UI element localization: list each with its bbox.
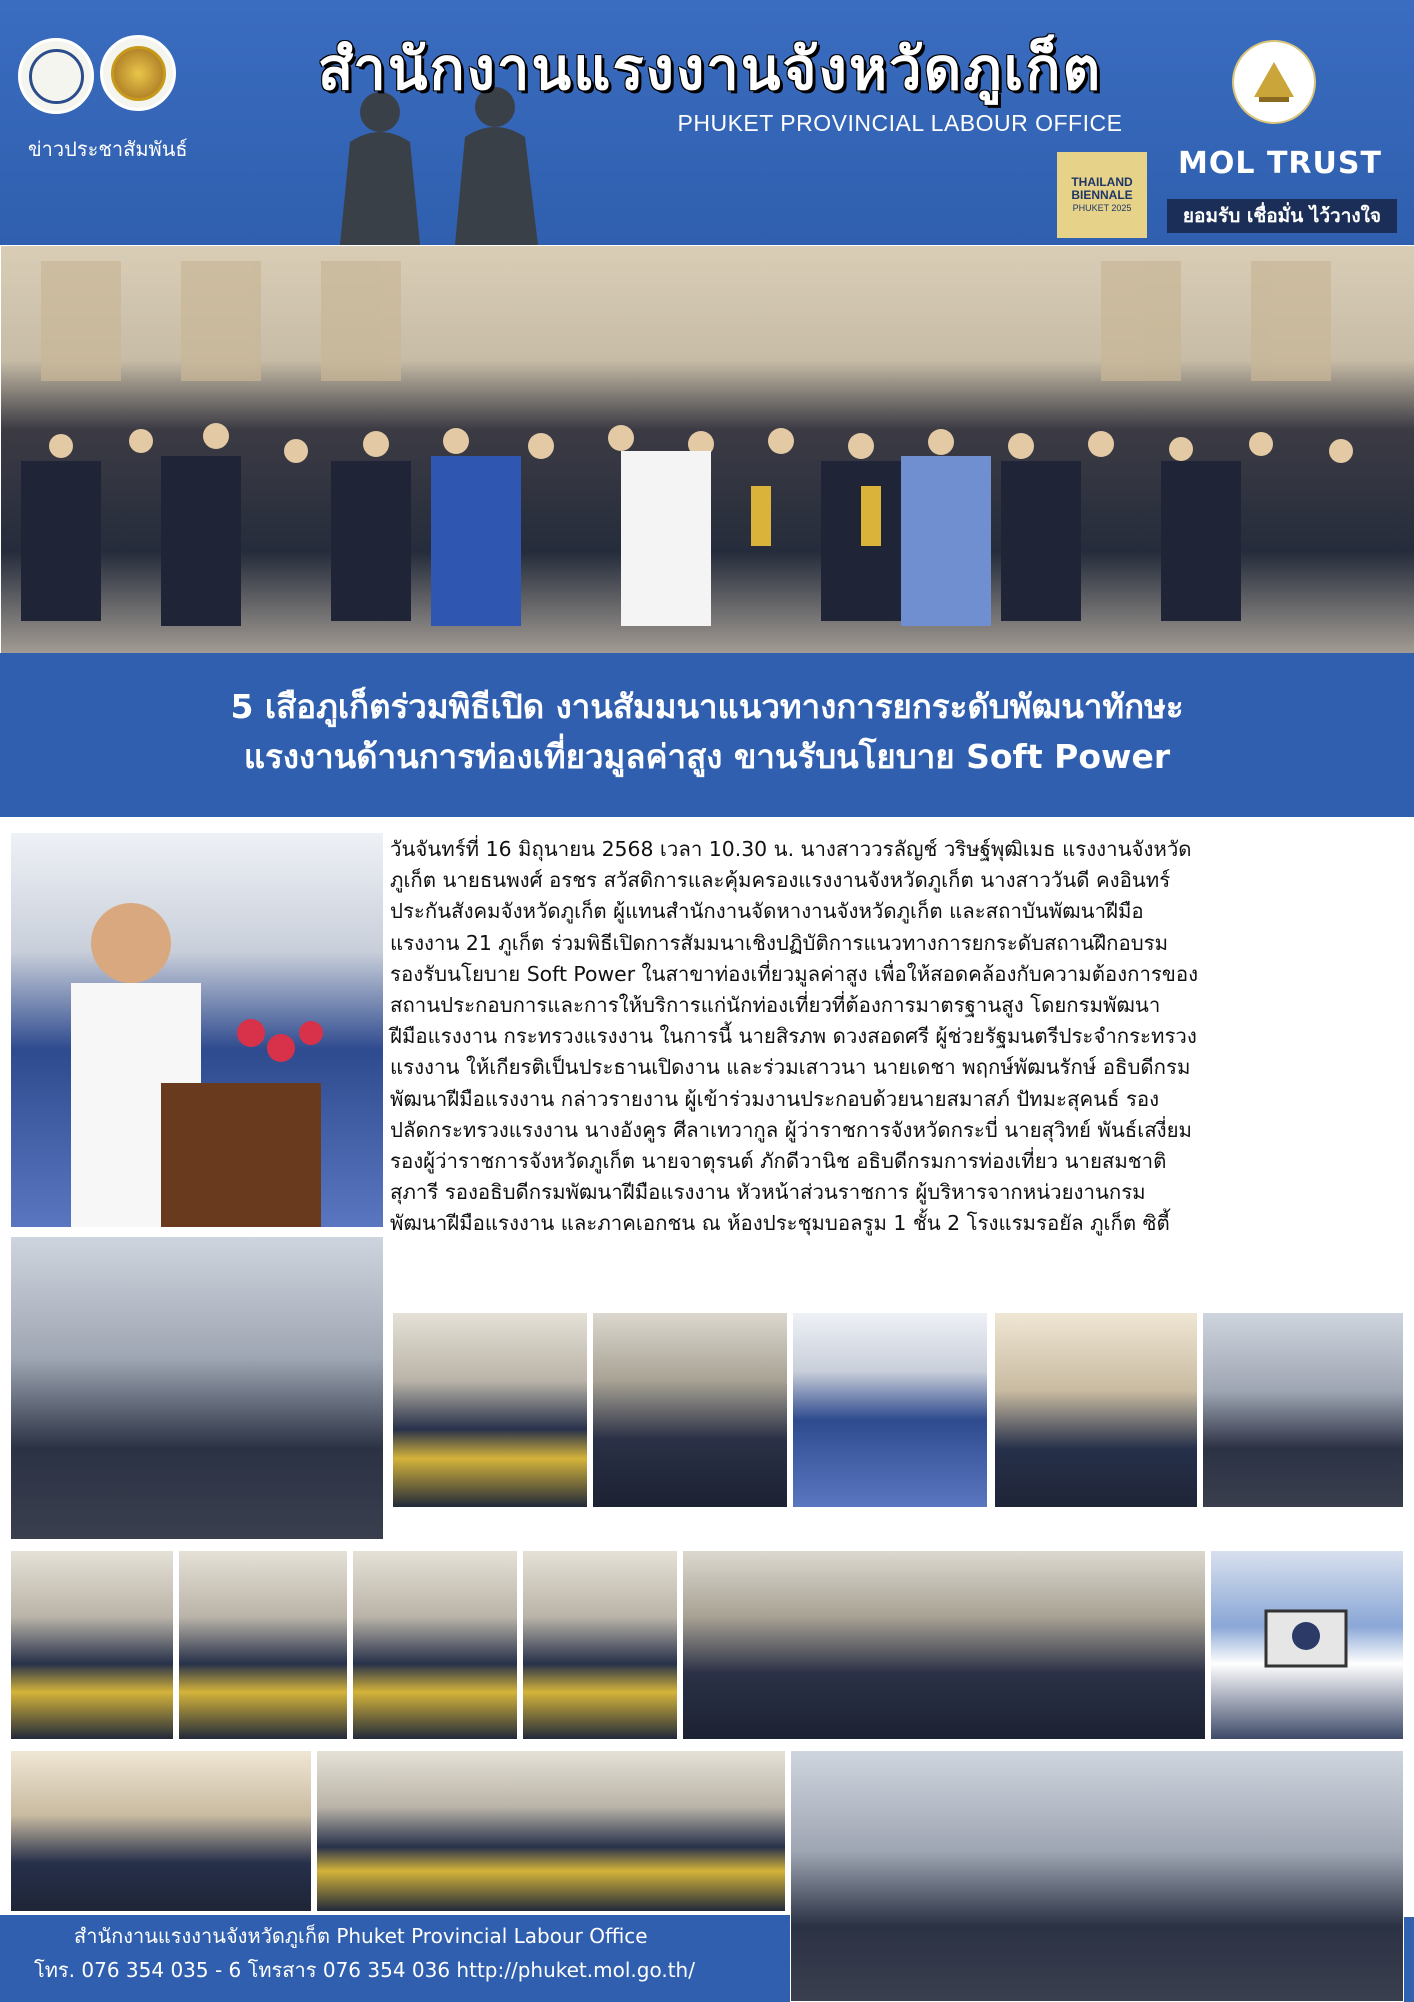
official-photo-5 bbox=[1202, 1312, 1404, 1508]
biennale-line1: THAILAND bbox=[1071, 174, 1133, 189]
article-body bbox=[390, 834, 1395, 1240]
official-photo-3 bbox=[792, 1312, 988, 1508]
footer-contact: โทร. 076 354 035 - 6 โทรสาร 076 354 036 http://phuket.mol.go.th/ bbox=[34, 1958, 695, 1982]
biennale-line3: PHUKET 2025 bbox=[1072, 202, 1132, 213]
mol-trust-heading: MOL TRUST bbox=[1178, 146, 1382, 181]
headline-line-2: แรงงานด้านการท่องเที่ยวมูลค่าสูง ขานรับนโยบาย Soft Power bbox=[243, 737, 1171, 776]
seated-officials-photo bbox=[10, 1236, 384, 1540]
article-line: รองรับนโยบาย Soft Power ในสาขาท่องเที่ยวมูลค่าสูง เพื่อให้สอดคล้องกับความต้องการของ bbox=[390, 961, 1199, 986]
article-line: ภูเก็ต นายธนพงศ์ อรชร สวัสดิการและคุ้มครองแรงงานจังหวัดภูเก็ต นางสาววันดี คงอินทร์ bbox=[390, 868, 1171, 893]
ministry-seal-icon bbox=[18, 38, 94, 114]
biennale-line2: BIENNALE bbox=[1071, 187, 1133, 202]
article-line: แรงงาน 21 ภูเก็ต ร่วมพิธีเปิดการสัมมนาเชิงปฏิบัติการแนวทางการยกระดับสถานฝึกอบรม bbox=[390, 930, 1169, 955]
award-presentation-photo bbox=[1210, 1550, 1404, 1740]
mol-logo-icon bbox=[1232, 40, 1316, 124]
article-line: พัฒนาฝีมือแรงงาน กล่าวรายงาน ผู้เข้าร่วมงานประกอบด้วยนายสมาสภ์ ปัทมะสุคนธ์ รอง bbox=[390, 1086, 1160, 1111]
office-title-english: PHUKET PROVINCIAL LABOUR OFFICE bbox=[677, 110, 1123, 136]
article-line: สถานประกอบการและการให้บริการแก่นักท่องเที่ยวที่ต้องการมาตรฐานสูง โดยกรมพัฒนา bbox=[390, 993, 1161, 1018]
official-photo-2 bbox=[592, 1312, 788, 1508]
article-line: สุภารี รองอธิบดีกรมพัฒนาฝีมือแรงงาน หัวหน้าส่วนราชการ ผู้บริหารจากหน่วยงานกรม bbox=[390, 1180, 1146, 1205]
speaker-photo bbox=[10, 832, 384, 1228]
audience-photo bbox=[790, 1750, 1404, 2002]
group-photo-small-2 bbox=[316, 1750, 786, 1912]
thailand-biennale-logo bbox=[1057, 152, 1147, 238]
staff-photo-2 bbox=[178, 1550, 348, 1740]
footer-office-name: สำนักงานแรงงานจังหวัดภูเก็ต Phuket Provincial Labour Office bbox=[74, 1924, 648, 1948]
article-line: ประกันสังคมจังหวัดภูเก็ต ผู้แทนสำนักงานจัดหางานจังหวัดภูเก็ต และสถาบันพัฒนาฝีมือ bbox=[390, 899, 1144, 924]
office-title-thai: สำนักงานแรงงานจังหวัดภูเก็ต bbox=[317, 35, 1103, 103]
provincial-seal-icon bbox=[100, 35, 176, 111]
front-row-photo bbox=[682, 1550, 1206, 1740]
official-photo-1 bbox=[392, 1312, 588, 1508]
article-line: พัฒนาฝีมือแรงงาน และภาคเอกชน ณ ห้องประชุมบอลรูม 1 ชั้น 2 โรงแรมรอยัล ภูเก็ต ซิตี้ bbox=[390, 1211, 1170, 1236]
headline-line-1: 5 เสือภูเก็ตร่วมพิธีเปิด งานสัมมนาแนวทางการยกระดับพัฒนาทักษะ bbox=[230, 687, 1184, 726]
mol-trust-tagline: ยอมรับ เชื่อมั่น ไว้วางใจ bbox=[1167, 199, 1397, 233]
group-photo bbox=[0, 245, 1414, 655]
staff-photo-4 bbox=[522, 1550, 678, 1740]
staff-photo-1 bbox=[10, 1550, 174, 1740]
staff-photo-3 bbox=[352, 1550, 518, 1740]
press-release-label: ข่าวประชาสัมพันธ์ bbox=[28, 137, 188, 161]
article-line: แรงงาน ให้เกียรติเป็นประธานเปิดงาน และร่วมเสาวนา นายเดชา พฤกษ์พัฒนรักษ์ อธิบดีกรม bbox=[390, 1055, 1191, 1080]
article-line: ฝีมือแรงงาน กระทรวงแรงงาน ในการนี้ นายสิรภพ ดวงสอดศรี ผู้ช่วยรัฐมนตรีประจำกระทรวง bbox=[390, 1024, 1197, 1049]
official-photo-4 bbox=[994, 1312, 1198, 1508]
article-line: วันจันทร์ที่ 16 มิถุนายน 2568 เวลา 10.30 น. นางสาววรลัญช์ วริษฐ์พุฒิเมธ แรงงานจังหวัด bbox=[390, 837, 1192, 861]
group-photo-small-1 bbox=[10, 1750, 312, 1912]
article-line: รองผู้ว่าราชการจังหวัดภูเก็ต นายจาตุรนต์ ภักดีวานิช อธิบดีกรมการท่องเที่ยว นายสมชาติ bbox=[390, 1149, 1167, 1174]
article-line: ปลัดกระทรวงแรงงาน นางอังคูร ศีลาเทวากูล ผู้ว่าราชการจังหวัดกระบี่ นายสุวิทย์ พันธ์เสงี่ยม bbox=[390, 1117, 1192, 1142]
